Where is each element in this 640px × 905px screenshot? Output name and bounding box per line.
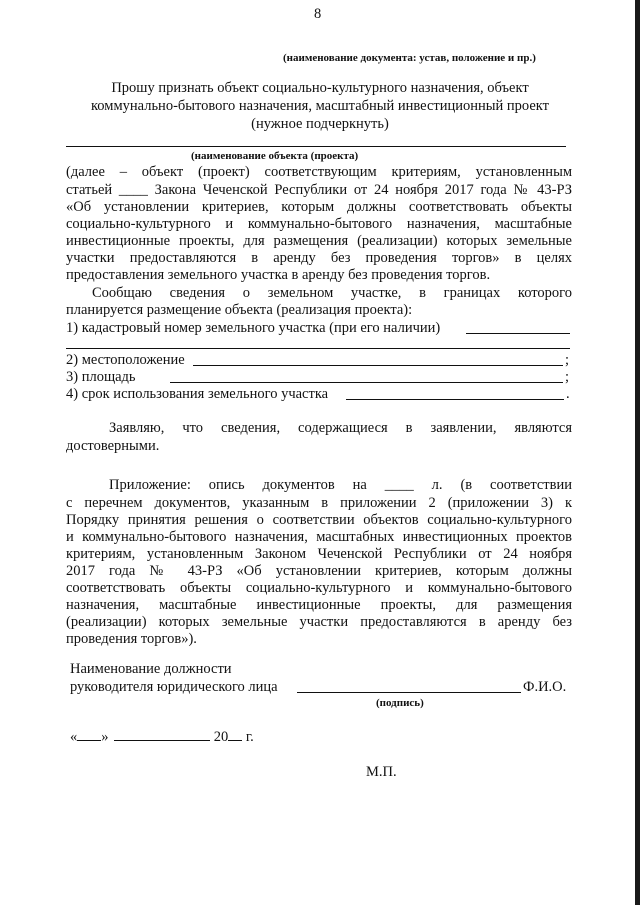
para1-line-1: (далее – объект (проект) соответствующим критериям, установленным bbox=[66, 164, 572, 180]
item-cadastral-label: 1) кадастровый номер земельного участка (при его наличии) bbox=[66, 320, 441, 336]
term-fill-line bbox=[346, 399, 564, 400]
area-fill-line bbox=[170, 382, 563, 383]
day-fill-line bbox=[77, 728, 101, 741]
stamp-label: М.П. bbox=[366, 764, 397, 780]
para1-line-3: «Об установлении критериев, которым должны соответствовать объекты bbox=[66, 199, 572, 215]
position-label-line-1: Наименование должности bbox=[70, 661, 232, 677]
signature-line bbox=[297, 692, 521, 693]
position-label-line-2: руководителя юридического лица bbox=[70, 679, 278, 695]
appendix-line-6: 2017 года № 43-РЗ «Об установлении критериев, которым должны bbox=[66, 563, 572, 579]
term-period: . bbox=[566, 386, 570, 402]
item-area-label: 3) площадь bbox=[66, 369, 136, 385]
date-year-prefix: 20 bbox=[213, 729, 229, 745]
declaration-line-1: Заявляю, что сведения, содержащиеся в заявлении, являются bbox=[109, 420, 572, 436]
item-term-label: 4) срок использования земельного участка bbox=[66, 386, 329, 402]
declaration-line-2: достоверными. bbox=[66, 438, 160, 454]
para2-line-2: планируется размещение объекта (реализация проекта): bbox=[66, 302, 413, 318]
appendix-line-5: критериям, установленным Законом Чеченской Республики от 24 ноября bbox=[66, 546, 572, 562]
appendix-line-4: и коммунально-бытового назначения, масштабных инвестиционных проектов bbox=[66, 529, 572, 545]
object-name-line bbox=[66, 146, 566, 147]
request-line-1: Прошу признать объект социально-культурного назначения, объект bbox=[111, 80, 529, 96]
appendix-line-10: проведения торгов»). bbox=[66, 631, 197, 647]
date-line bbox=[70, 728, 254, 745]
date-year-suffix: г. bbox=[245, 729, 254, 745]
doc-type-caption: (наименование документа: устав, положение и пр.) bbox=[283, 52, 536, 64]
para1-line-4: социально-культурного и коммунально-бытового назначения, масштабные bbox=[66, 216, 572, 232]
cadastral-continuation-line bbox=[66, 348, 570, 349]
request-line-3: (нужное подчеркнуть) bbox=[251, 116, 389, 132]
para1-line-2: статьей ____ Закона Чеченской Республики от 24 ноября 2017 года № 43-РЗ bbox=[66, 182, 572, 198]
para1-line-5: инвестиционные проекты, для размещения (реализации) которых земельные bbox=[66, 233, 572, 249]
area-semicolon: ; bbox=[565, 369, 570, 385]
cadastral-fill-line bbox=[466, 333, 570, 334]
appendix-line-7: соответствовать объекты социально-культурного и коммунально-бытового bbox=[66, 580, 572, 596]
appendix-line-3: Порядку принятия решения о соответствии объектов социально-культурного bbox=[66, 512, 572, 528]
object-caption: (наименование объекта (проекта) bbox=[191, 150, 359, 162]
year-fill-line bbox=[228, 728, 242, 741]
page-number: 8 bbox=[314, 6, 322, 22]
signature-caption: (подпись) bbox=[376, 697, 424, 709]
location-fill-line bbox=[193, 365, 563, 366]
location-semicolon: ; bbox=[565, 352, 570, 368]
para1-line-6: участки предоставляются в аренду без проведения торгов» в целях bbox=[66, 250, 572, 266]
request-line-2: коммунально-бытового назначения, масштабный инвестиционный проект bbox=[91, 98, 549, 114]
appendix-line-2: с перечнем документов, указанным в приложении 2 (приложении 3) к bbox=[66, 495, 572, 511]
date-close-quote: » bbox=[101, 729, 109, 745]
date-open-quote: « bbox=[70, 729, 78, 745]
appendix-line-8: назначения, масштабные инвестиционные проекты, для размещения bbox=[66, 597, 572, 613]
para2-line-1: Сообщаю сведения о земельном участке, в границах которого bbox=[92, 285, 572, 301]
appendix-line-9: (реализации) которых земельные участки предоставляются в аренду без bbox=[66, 614, 572, 630]
month-fill-line bbox=[114, 728, 210, 741]
para1-line-7: предоставления земельного участка в аренду без проведения торгов. bbox=[66, 267, 491, 283]
item-location-label: 2) местоположение bbox=[66, 352, 185, 368]
scan-edge bbox=[635, 0, 640, 905]
fio-label: Ф.И.О. bbox=[523, 679, 567, 695]
appendix-line-1: Приложение: опись документов на ____ л. (в соответствии bbox=[109, 477, 572, 493]
